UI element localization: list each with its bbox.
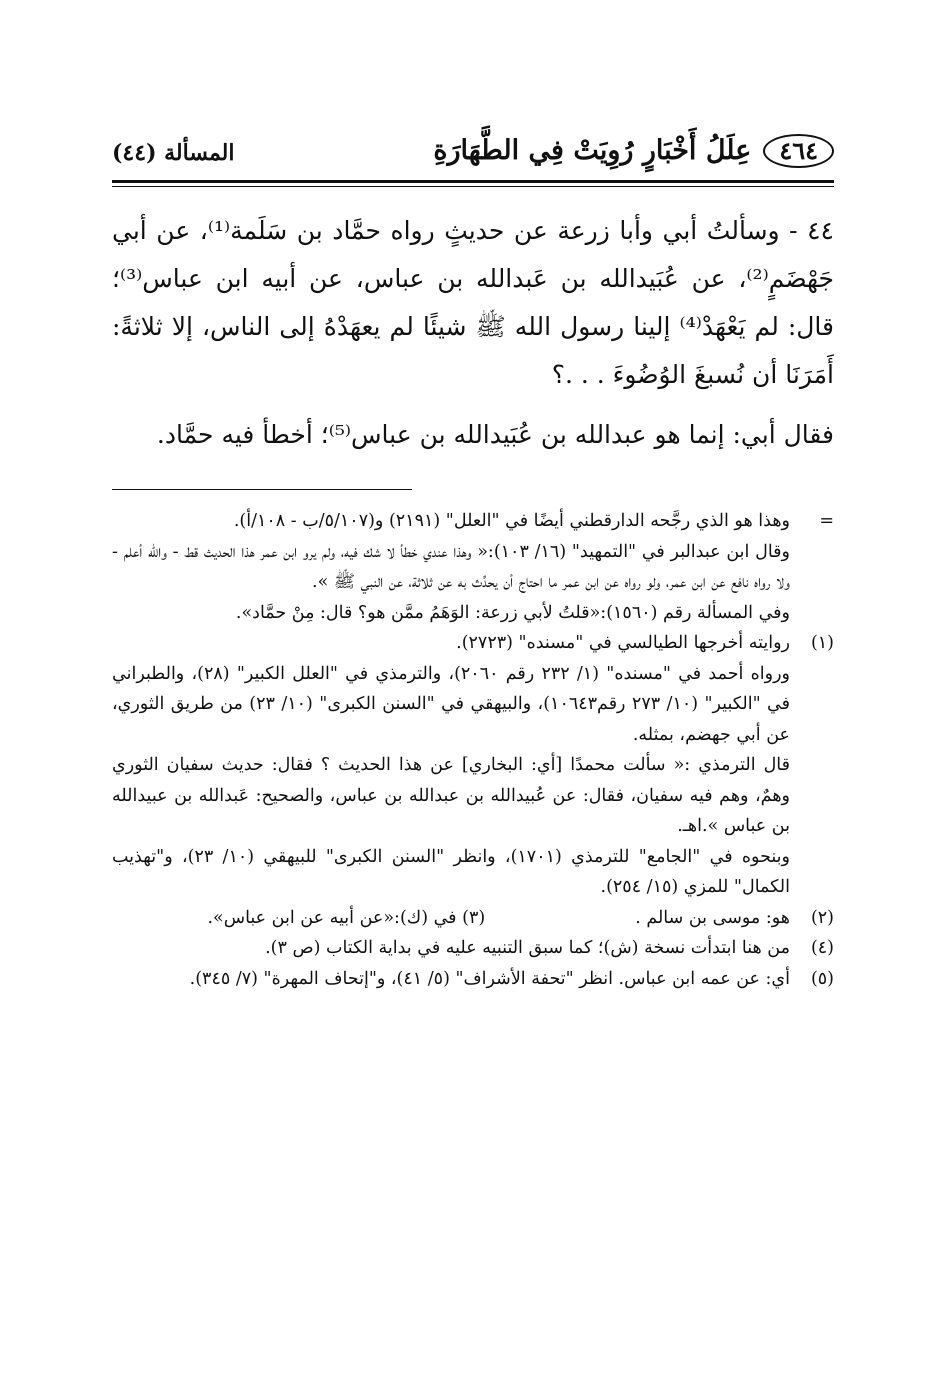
footnote-mark: (٤) <box>810 938 834 958</box>
footnote-line: ورواه أحمد في "مسنده" (١/ ٢٣٢ رقم ٢٠٦٠)، والترمذي في "العلل الكبير" (٢٨)، والطبراني في "الكبير" (١٠/ ٢٧٣ رقم١٠٦٤٣)، والبيهقي في "السنن الكبرى" (١٠/ ٢٣) من طريق الثوري، عن أبي جهضم، بمثله. <box>112 663 791 745</box>
footnote-mark: = <box>819 511 834 531</box>
page <box>112 128 834 994</box>
footnotes <box>112 506 834 994</box>
footnote-continued <box>112 506 834 628</box>
main-paragraph-answer: فقال أبي: إنما هو عبدالله بن عُبَيدالله بن عباس⁽⁵⁾؛ أخطأ فيه حمَّاد. <box>156 420 834 449</box>
footnote-line: وهذا هو الذي رجَّحه الدارقطني أيضًا في "العلل" (٢١٩١) و(٥/١٠٧/ب - ١٠٨/أ). <box>233 511 790 531</box>
footnote-3-text: (٣) في (ك):«عن أبيه عن ابن عباس». <box>207 907 486 928</box>
book-title: عِلَلُ أَخْبَارٍ رُوِيَتْ فِي الطَّهَارَةِ <box>433 135 752 166</box>
footnote-1 <box>112 628 834 903</box>
footnote-4 <box>112 933 834 964</box>
footnote-line: وفي المسألة رقم (١٥٦٠):«قلتُ لأبي زرعة: الوَهَمُ ممَّن هو؟ قال: مِنْ حمَّاد». <box>235 602 790 623</box>
footnote-line: أي: عن عمه ابن عباس. انظر "تحفة الأشراف" (٥/ ٤١)، و"إتحاف المهرة" (٧/ ٣٤٥). <box>189 968 790 989</box>
running-head <box>433 134 834 168</box>
footnote-line: قال الترمذي :« سألت محمدًا [أي: البخاري] عن هذا الحديث ؟ فقال: حديث سفيان الثوري وهمٌ، وهم فيه سفيان، فقال: عن عُبيدالله بن عبدالله بن عباس، والصحيح: عَبدالله بن عبيدالله بن عباس ».اهـ. <box>112 755 790 836</box>
issue-label: المسألة (٤٤) <box>112 140 235 166</box>
footnote-5 <box>112 964 834 995</box>
footnote-mark: (١) <box>810 633 834 653</box>
footnote-2-text: هو: موسى بن سالم . <box>635 907 790 928</box>
page-number: ٤٦٤ <box>763 134 834 168</box>
header-rule-thin <box>112 186 834 187</box>
page-header <box>112 128 834 174</box>
footnote-line: وقال ابن عبدالبر في "التمهيد" (١٦/ ١٠٣):« وهذا عندي خطأ لا شك فيه، ولم يرو ابن عمر هذا الحديث قط - والله أعلم - ولا رواه نافع عن ابن عمر، ولو رواه عن ابن عمر ما احتاج أن يحدِّث به عن ثلاثة، عن النبي ﷺ ». <box>112 541 790 592</box>
footnote-line: من هنا ابتدأت نسخة (ش)؛ كما سبق التنبيه عليه في بداية الكتاب (ص ٣). <box>265 938 790 958</box>
footnote-separator <box>112 489 412 490</box>
footnote-line: روايته أخرجها الطيالسي في "مسنده" (٢٧٢٣). <box>456 633 790 653</box>
main-text <box>112 207 834 459</box>
footnote-mark: (٢) <box>810 907 834 928</box>
footnote-line: وبنحوه في "الجامع" للترمذي (١٧٠١)، وانظر "السنن الكبرى" للبيهقي (١٠/ ٢٣)، و"تهذيب الكمال" للمزي (١٥/ ٢٥٤). <box>112 846 790 897</box>
header-rule-thick <box>112 180 834 183</box>
footnote-2-3 <box>112 903 834 934</box>
footnote-mark: (٥) <box>810 968 834 989</box>
main-paragraph-question: ٤٤ - وسألتُ أبي وأبا زرعة عن حديثٍ رواه حمَّاد بن سَلَمة⁽¹⁾، عن أبي جَهْضَمٍ⁽²⁾، عن عُبَيدالله بن عَبدالله بن عباس، عن أبيه ابن عباس⁽³⁾؛ قال: لم يَعْهَدْ⁽⁴⁾ إلينا رسول الله ﷺ شيئًا لم يعهَدْهُ إلى الناس، إلا ثلاثةً: أَمَرَنَا أن نُسبغَ الوُضُوءَ . . .؟ <box>112 216 835 389</box>
